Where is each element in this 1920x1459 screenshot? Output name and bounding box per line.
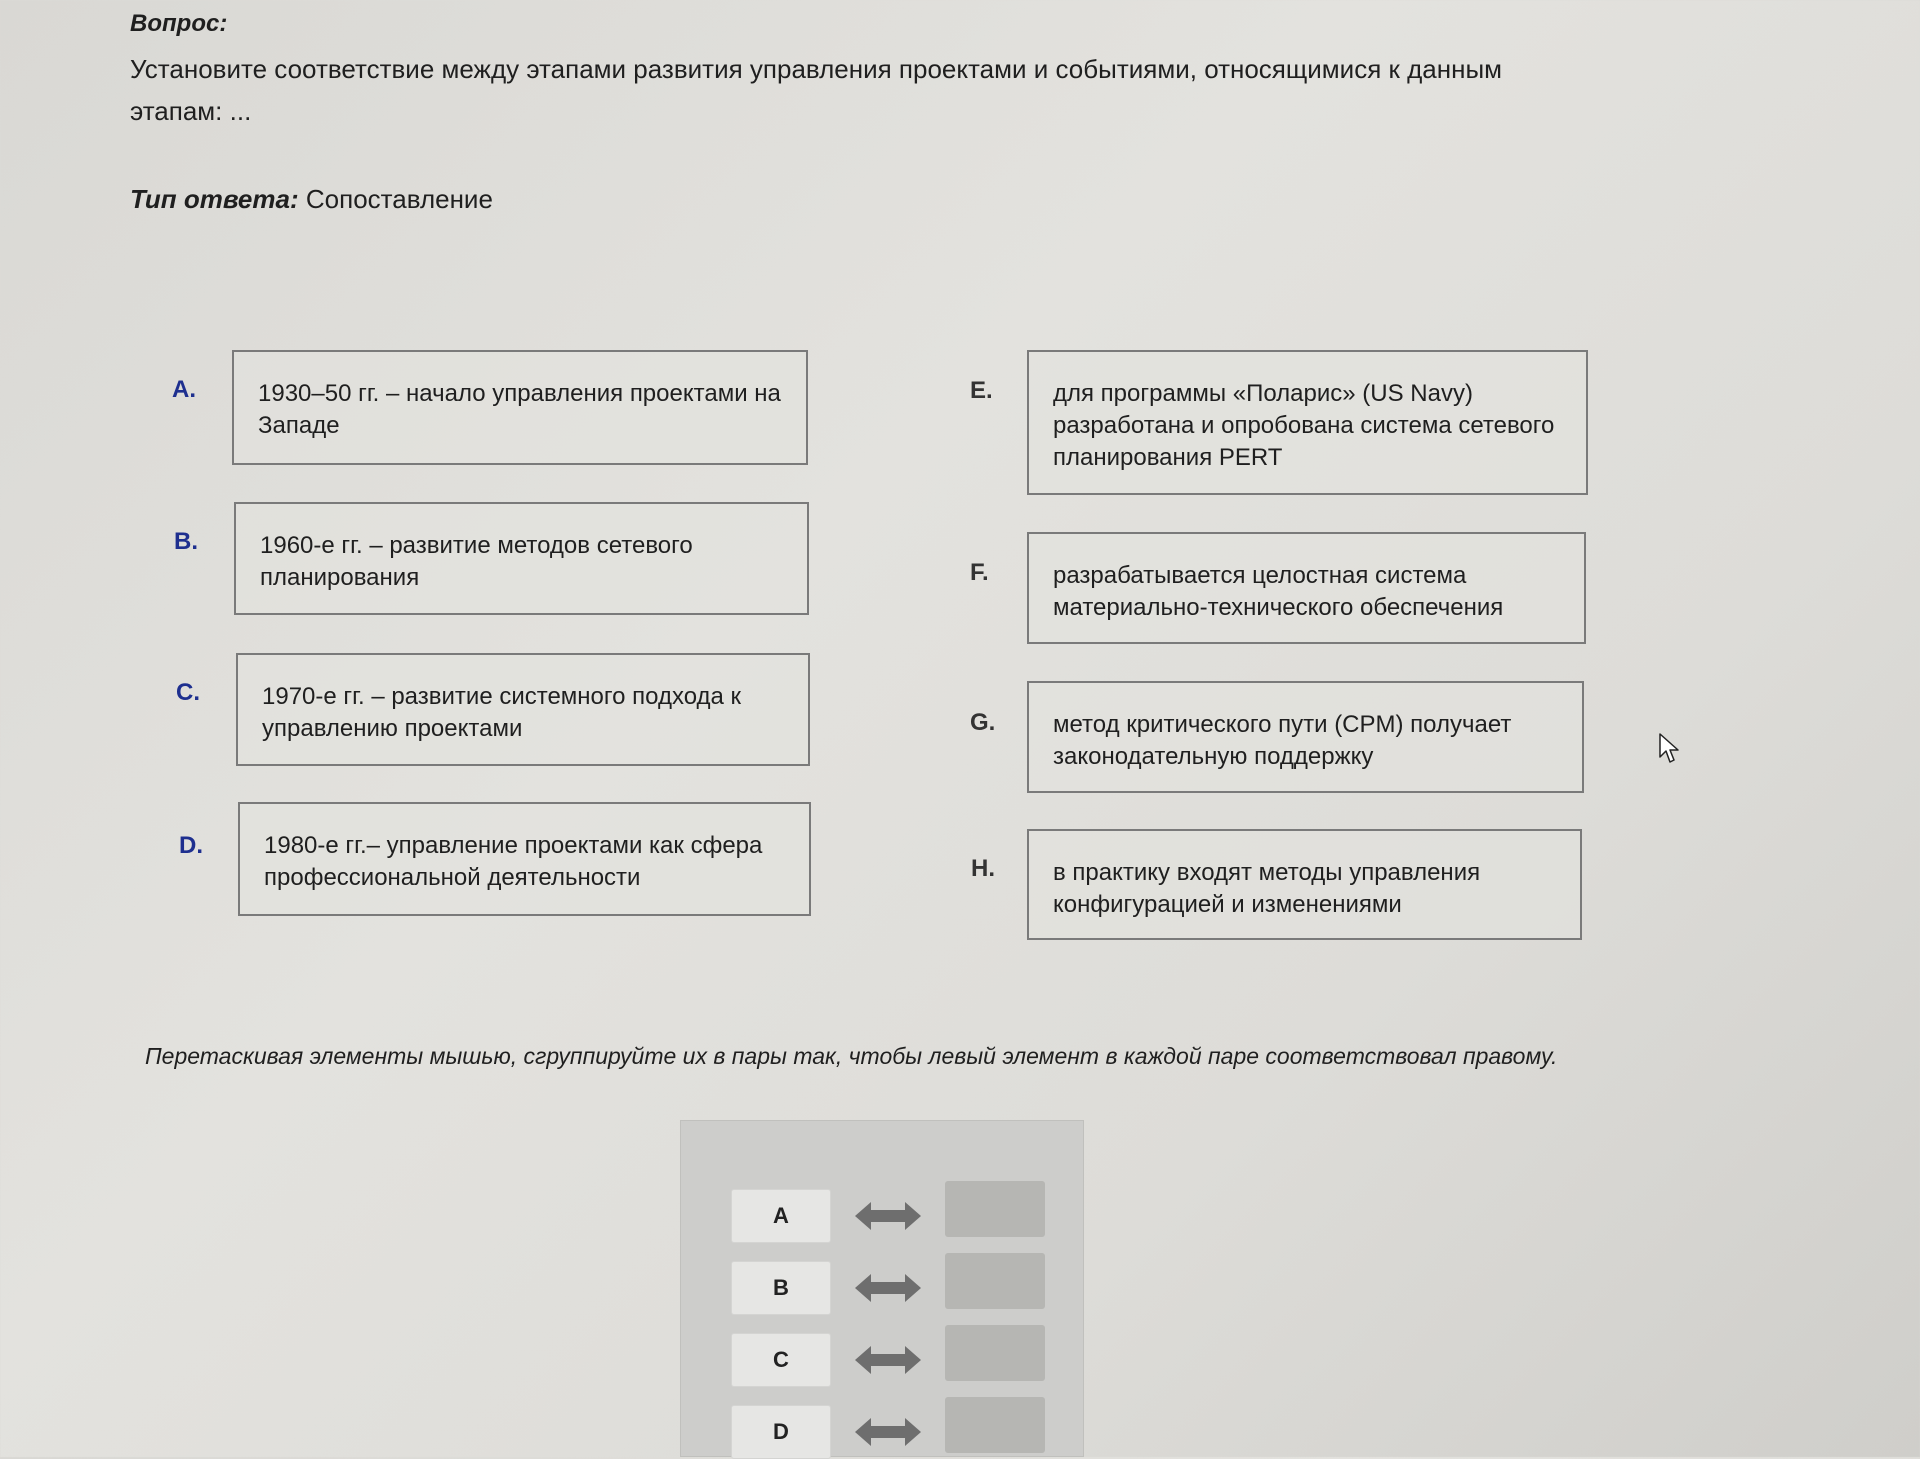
pair-slot-a[interactable]: [945, 1181, 1045, 1237]
right-item-f[interactable]: разрабатывается целостная система материально-технического обеспечения: [1027, 532, 1586, 644]
left-item-letter-a: A.: [172, 376, 196, 403]
right-item-e[interactable]: для программы «Поларис» (US Navy) разработана и опробована система сетевого планирования PERT: [1027, 350, 1588, 495]
pair-row: [731, 1405, 1051, 1459]
right-item-letter-f: F.: [970, 559, 989, 586]
pair-left-b[interactable]: B: [731, 1261, 831, 1315]
right-item-h[interactable]: в практику входят методы управления конфигурацией и изменениями: [1027, 829, 1582, 940]
right-item-letter-e: E.: [970, 377, 993, 404]
right-item-letter-g: G.: [970, 709, 996, 736]
double-arrow-icon: [855, 1274, 921, 1302]
answer-type-value: Сопоставление: [305, 184, 493, 214]
pair-slot-b[interactable]: [945, 1253, 1045, 1309]
double-arrow-icon: [855, 1346, 921, 1374]
pair-slot-c[interactable]: [945, 1325, 1045, 1381]
left-item-c[interactable]: 1970-е гг. – развитие системного подхода к управлению проектами: [236, 653, 810, 766]
instruction-text: Перетаскивая элементы мышью, сгруппируйте их в пары так, чтобы левый элемент в каждой паре соответствовал правому.: [145, 1043, 1558, 1069]
left-item-letter-d: D.: [179, 832, 203, 859]
pairing-panel: [680, 1120, 1084, 1457]
answer-type: [130, 184, 493, 215]
pair-row: [731, 1189, 1051, 1243]
right-item-letter-h: H.: [971, 855, 995, 882]
left-item-letter-b: B.: [174, 528, 198, 555]
pair-left-d[interactable]: D: [731, 1405, 831, 1459]
pair-slot-d[interactable]: [945, 1397, 1045, 1453]
left-item-b[interactable]: 1960-е гг. – развитие методов сетевого планирования: [234, 502, 809, 615]
right-item-g[interactable]: метод критического пути (CPM) получает законодательную поддержку: [1027, 681, 1584, 793]
left-item-a[interactable]: 1930–50 гг. – начало управления проектами на Западе: [232, 350, 808, 465]
question-label: Вопрос:: [130, 10, 228, 37]
pair-row: [731, 1333, 1051, 1387]
pair-left-c[interactable]: C: [731, 1333, 831, 1387]
pair-row: [731, 1261, 1051, 1315]
question-text: Установите соответствие между этапами развития управления проектами и событиями, относящимися к данным этапам: ...: [130, 54, 1503, 126]
mouse-pointer-icon: [1659, 733, 1681, 765]
left-item-letter-c: C.: [176, 679, 200, 706]
double-arrow-icon: [855, 1202, 921, 1230]
left-item-d[interactable]: 1980-е гг.– управление проектами как сфера профессиональной деятельности: [238, 802, 811, 916]
answer-type-label: Тип ответа:: [130, 184, 299, 214]
double-arrow-icon: [855, 1418, 921, 1446]
pair-left-a[interactable]: A: [731, 1189, 831, 1243]
